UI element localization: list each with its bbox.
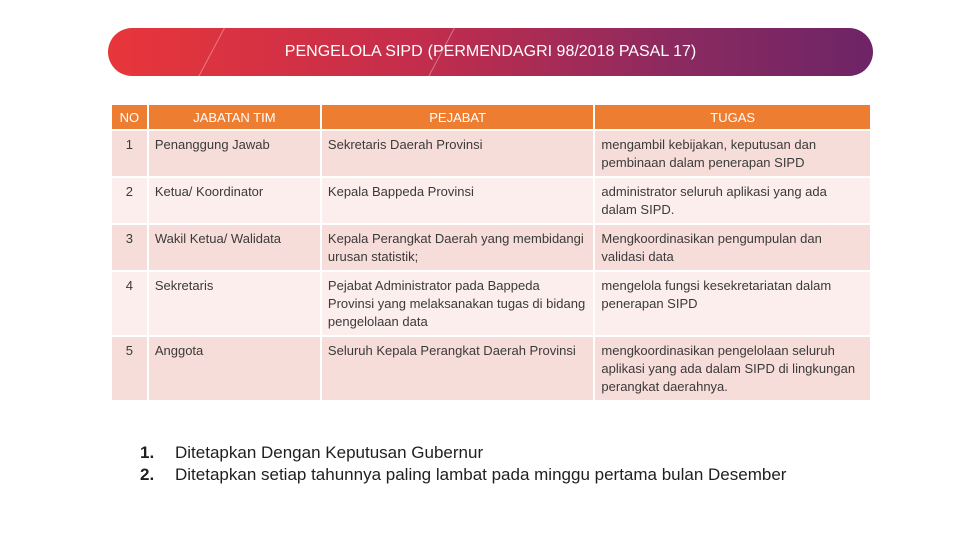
table-header-row (112, 105, 870, 129)
cell-tugas: Mengkoordinasikan pengumpulan dan validasi data (595, 225, 870, 270)
cell-no: 1 (112, 131, 147, 176)
table-row (112, 225, 870, 270)
note-number: 2. (140, 465, 155, 484)
header-pejabat: PEJABAT (322, 105, 593, 129)
cell-jabatan: Wakil Ketua/ Walidata (149, 225, 320, 270)
cell-tugas: mengambil kebijakan, keputusan dan pembinaan dalam penerapan SIPD (595, 131, 870, 176)
title-main: PENGELOLA SIPD (284, 43, 423, 60)
cell-pejabat: Kepala Perangkat Daerah yang membidangi urusan statistik; (322, 225, 593, 270)
cell-no: 3 (112, 225, 147, 270)
title-banner (108, 28, 873, 76)
cell-pejabat: Seluruh Kepala Perangkat Daerah Provinsi (322, 337, 593, 400)
title-subtitle: (PERMENDAGRI 98/2018 PASAL 17) (427, 43, 697, 60)
cell-pejabat: Kepala Bappeda Provinsi (322, 178, 593, 223)
cell-no: 5 (112, 337, 147, 400)
list-item (140, 442, 820, 464)
cell-no: 4 (112, 272, 147, 335)
cell-tugas: mengkoordinasikan pengelolaan seluruh aplikasi yang ada dalam SIPD di lingkungan perangkat daerahnya. (595, 337, 870, 400)
note-number: 1. (140, 443, 155, 462)
table-row (112, 337, 870, 400)
table-row (112, 272, 870, 335)
cell-tugas: administrator seluruh aplikasi yang ada dalam SIPD. (595, 178, 870, 223)
cell-no: 2 (112, 178, 147, 223)
cell-jabatan: Sekretaris (149, 272, 320, 335)
cell-pejabat: Sekretaris Daerah Provinsi (322, 131, 593, 176)
note-text: Ditetapkan Dengan Keputusan Gubernur (175, 443, 484, 462)
cell-jabatan: Anggota (149, 337, 320, 400)
header-tugas: TUGAS (595, 105, 870, 129)
cell-jabatan: Ketua/ Koordinator (149, 178, 320, 223)
header-jabatan: JABATAN TIM (149, 105, 320, 129)
banner-decoration-line (189, 28, 227, 76)
notes-list (140, 442, 820, 486)
note-text: Ditetapkan setiap tahunnya paling lambat pada minggu pertama bulan Desember (175, 465, 787, 484)
table-row (112, 178, 870, 223)
table-row (112, 131, 870, 176)
cell-tugas: mengelola fungsi kesekretariatan dalam penerapan SIPD (595, 272, 870, 335)
cell-jabatan: Penanggung Jawab (149, 131, 320, 176)
list-item (140, 464, 820, 486)
cell-pejabat: Pejabat Administrator pada Bappeda Provinsi yang melaksanakan tugas di bidang pengelolaan data (322, 272, 593, 335)
pengelola-table (110, 103, 872, 402)
header-no: NO (112, 105, 147, 129)
